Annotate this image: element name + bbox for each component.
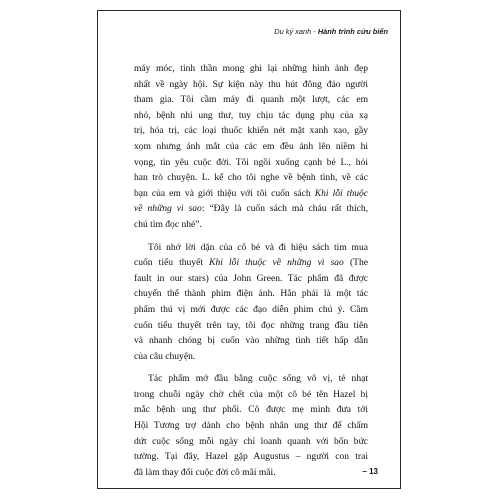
header-separator: - — [311, 27, 318, 36]
text-segment: (The — [343, 257, 368, 269]
text-line — [134, 434, 368, 450]
text-line — [134, 61, 368, 77]
text-segment: bạn của em và giới thiệu với tôi cuốn sách — [134, 187, 315, 199]
header-series: Du ký xanh — [274, 27, 312, 36]
text-segment: mắc bệnh ung thư phổi. Cô được mẹ mình đưa tới — [134, 404, 368, 416]
header-title: Hành trình cứu biển — [317, 27, 388, 36]
text-segment: của câu chuyện. — [134, 350, 196, 362]
body-text — [134, 61, 368, 487]
text-line — [134, 108, 368, 124]
paragraph — [134, 61, 368, 233]
text-segment: trị, hóa trị, các loại thuốc khiến nét mặt xanh xao, gầy — [134, 125, 368, 137]
text-line — [134, 186, 368, 202]
book-title-italic: Khi lỗi thuộc — [314, 187, 368, 199]
text-segment: xọm nhưng ánh mắt của các em đều ánh lên niềm hi — [134, 140, 368, 152]
text-segment: cuốn tiểu thuyết trên tay, tôi đọc những trang đầu tiên — [134, 319, 368, 331]
text-line — [134, 387, 368, 403]
text-segment: nhỏ, bệnh nhi ung thư, tuy chịu tác dụng phụ của xạ — [134, 109, 368, 121]
book-page — [97, 10, 401, 489]
text-line — [134, 217, 368, 233]
text-segment: fault in our stars) của John Green. Tác phẩm đã được — [134, 272, 368, 284]
text-line — [134, 92, 368, 108]
text-segment: đã làm thay đổi cuộc đời cô mãi mãi. — [134, 466, 276, 478]
running-header — [228, 27, 388, 36]
text-line — [134, 139, 368, 155]
text-line — [134, 286, 368, 302]
text-segment: nhất về ngày hội. Sự kiện này thu hút đông đảo người — [134, 78, 368, 90]
paragraph — [134, 240, 368, 365]
text-line — [134, 371, 368, 387]
text-line — [134, 449, 368, 465]
text-line — [134, 170, 368, 186]
text-segment: Tác phẩm mở đầu bằng cuộc sống vô vị, tẻ nhạt — [148, 373, 368, 385]
text-line — [134, 201, 368, 217]
text-line — [134, 333, 368, 349]
text-line — [134, 255, 368, 271]
text-segment: máy móc, tinh thần mong ghi lại những hình ảnh đẹp — [134, 63, 368, 74]
book-title-italic: về những vì sao — [134, 203, 202, 215]
text-line — [134, 318, 368, 334]
book-title-italic: Khi lỗi thuộc về những vì sao — [209, 257, 344, 269]
text-segment: vọng, tin yêu cuộc đời. Tôi ngồi xuống cạnh bé L., hỏi — [134, 156, 368, 168]
paragraph — [134, 371, 368, 480]
text-segment: Hội Tương trợ dành cho bệnh nhân ung thư để chấm — [134, 420, 368, 432]
text-segment: phẩm thú vị mới được các đạo diễn phim chú ý. Cầm — [134, 303, 368, 315]
page-number: – 13 — [362, 467, 378, 476]
text-segment: tường. Tại đây, Hazel gặp Augustus – người con trai — [134, 451, 368, 463]
text-line — [134, 77, 368, 93]
text-line — [134, 349, 368, 365]
text-segment: tham gia. Tôi cầm máy đi quanh một lượt, các em — [134, 94, 368, 106]
text-segment: dứt cuộc sống mỗi ngày chỉ loanh quanh với bốn bức — [134, 435, 368, 447]
text-line — [134, 123, 368, 139]
text-segment: Tôi nhớ lời dặn của cô bé và đi hiệu sách tìm mua — [148, 241, 368, 253]
text-segment: chú tìm đọc nhé”. — [134, 218, 202, 230]
text-line — [134, 418, 368, 434]
text-segment: chuyển thể thành phim điện ảnh. Hẳn phải là một tác — [134, 288, 368, 300]
text-line — [134, 402, 368, 418]
text-line — [134, 465, 368, 481]
text-line — [134, 271, 368, 287]
text-line — [134, 155, 368, 171]
text-segment: và nhanh chóng bị cuốn vào những tình tiết hấp dẫn — [134, 335, 368, 347]
text-segment: trong chuỗi ngày chờ chết của một cô bé tên Hazel bị — [134, 388, 368, 400]
text-segment: cuốn tiểu thuyết — [134, 257, 210, 269]
text-line — [134, 240, 368, 256]
text-segment: han trò chuyện. L. kể cho tôi nghe về bệnh tình, về các — [134, 172, 368, 184]
text-line — [134, 302, 368, 318]
text-segment: : “Đây là cuốn sách mà cháu rất thích, — [201, 203, 368, 215]
